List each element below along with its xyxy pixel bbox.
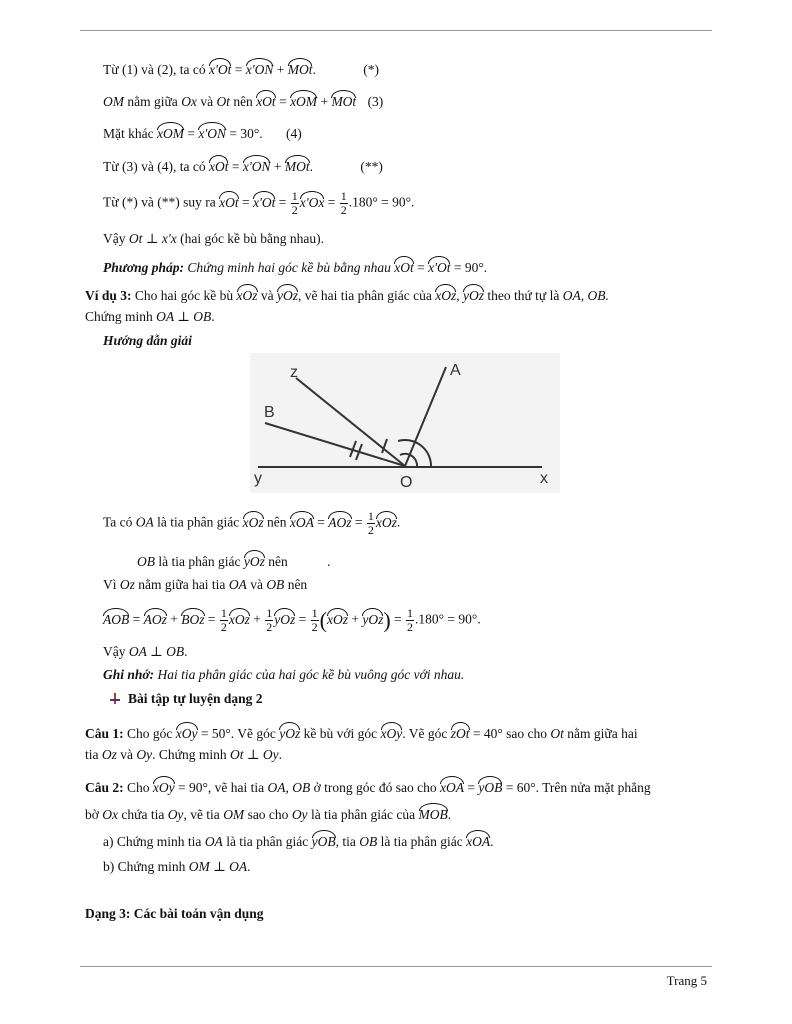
footer-rule xyxy=(80,966,712,967)
fraction: $\frac{1}{2}$ xyxy=(311,606,318,634)
text-line-5: Từ (*) và (**) suy ra xOt = x'Ot = $\frac{1}{2}$ x'Ox = $\frac{1}{2}$ .180° = 90°. xyxy=(103,189,415,217)
label-b: B xyxy=(264,404,275,421)
text-line-4: Từ (3) và (4), ta có xOt = x'ON + MOt. (**) xyxy=(103,155,383,176)
exercise-heading: Bài tập tự luyện dạng 2 xyxy=(110,690,263,708)
label-a: A xyxy=(450,362,461,379)
label-o: O xyxy=(400,474,413,491)
fraction: $\frac{1}{2}$ xyxy=(340,189,347,217)
question-2a: a) Chứng minh tia OA là tia phân giác yOB, tia OB là tia phân giác xOA. xyxy=(103,830,494,851)
text-line-15: Vậy OA ⊥ OB. xyxy=(103,644,188,659)
text-line-3: Mặt khác xOM = x'ON = 30°. (4) xyxy=(103,122,302,143)
text-line-21: bờ Ox chứa tia Oy, vẽ tia OM sao cho Oy là tia phân giác của MOB. xyxy=(85,803,451,824)
solution-heading: Hướng dẫn giải xyxy=(103,333,192,348)
text-line-12: OB là tia phân giác yOz nên . xyxy=(137,550,330,571)
fraction: $\frac{1}{2}$ xyxy=(367,509,374,537)
method-note: Phương pháp: Chứng minh hai góc kề bù bằng nhau xOt = x'Ot = 90°. xyxy=(103,256,487,277)
fraction: $\frac{1}{2}$ xyxy=(291,189,298,217)
fraction: $\frac{1}{2}$ xyxy=(220,606,227,634)
text-line-13: Vì Oz nằm giữa hai tia OA và OB nên xyxy=(103,577,308,592)
section-heading-dang-3: Dạng 3: Các bài toán vận dụng xyxy=(85,906,264,921)
fraction: $\frac{1}{2}$ xyxy=(407,606,414,634)
angle-xpOt: x'Ot xyxy=(209,58,231,77)
label-y: y xyxy=(254,470,262,487)
question-2: Câu 2: Cho xOy = 90°, vẽ hai tia OA, OB ở trong góc đó sao cho xOA = yOB = 60°. Trên nửa mặt phẳng xyxy=(85,776,651,797)
text-line-19: tia Oz và Oy. Chứng minh Ot ⊥ Oy. xyxy=(85,747,283,762)
label-x: x xyxy=(540,470,548,487)
bullet-icon xyxy=(110,693,120,704)
page-number: Trang 5 xyxy=(666,973,707,988)
remember-note: Ghi nhớ: Hai tia phân giác của hai góc kề bù vuông góc với nhau. xyxy=(103,667,465,682)
text-line-6: Vậy Ot ⊥ x'x (hai góc kề bù bằng nhau). xyxy=(103,231,325,246)
question-1: Câu 1: Cho góc xOy = 50°. Vẽ góc yOz kề bù với góc xOy. Vẽ góc zOt = 40° sao cho Ot nằm giữa hai xyxy=(85,722,638,743)
question-2b: b) Chứng minh OM ⊥ OA. xyxy=(103,859,251,874)
fraction: $\frac{1}{2}$ xyxy=(266,606,273,634)
angle-bisector-figure xyxy=(250,353,560,493)
text-line-14: AOB = AOz + BOz = $\frac{1}{2}$ xOz + $\frac{1}{2}$ yOz = $\frac{1}{2}$ (xOz + yOz) = $\frac{1}{2}$ .180° = 90°. xyxy=(103,606,481,634)
header-rule xyxy=(80,30,712,31)
example-3-title: Ví dụ 3: Cho hai góc kề bù xOz và yOz, vẽ hai tia phân giác của xOz, yOz theo thứ tự là OA, OB. xyxy=(85,284,609,305)
text-line-2: OM nằm giữa Ox và Ot nên xOt = xOM + MOt (3) xyxy=(103,90,383,111)
text-line-9: Chứng minh OA ⊥ OB. xyxy=(85,309,215,324)
text-line-1: Từ (1) và (2), ta có x'Ot = x'ON + MOt. (*) xyxy=(103,58,379,79)
label-z: z xyxy=(290,364,298,381)
text-line-11: Ta có OA là tia phân giác xOz nên xOA = AOz = $\frac{1}{2}$ xOz. xyxy=(103,509,401,537)
